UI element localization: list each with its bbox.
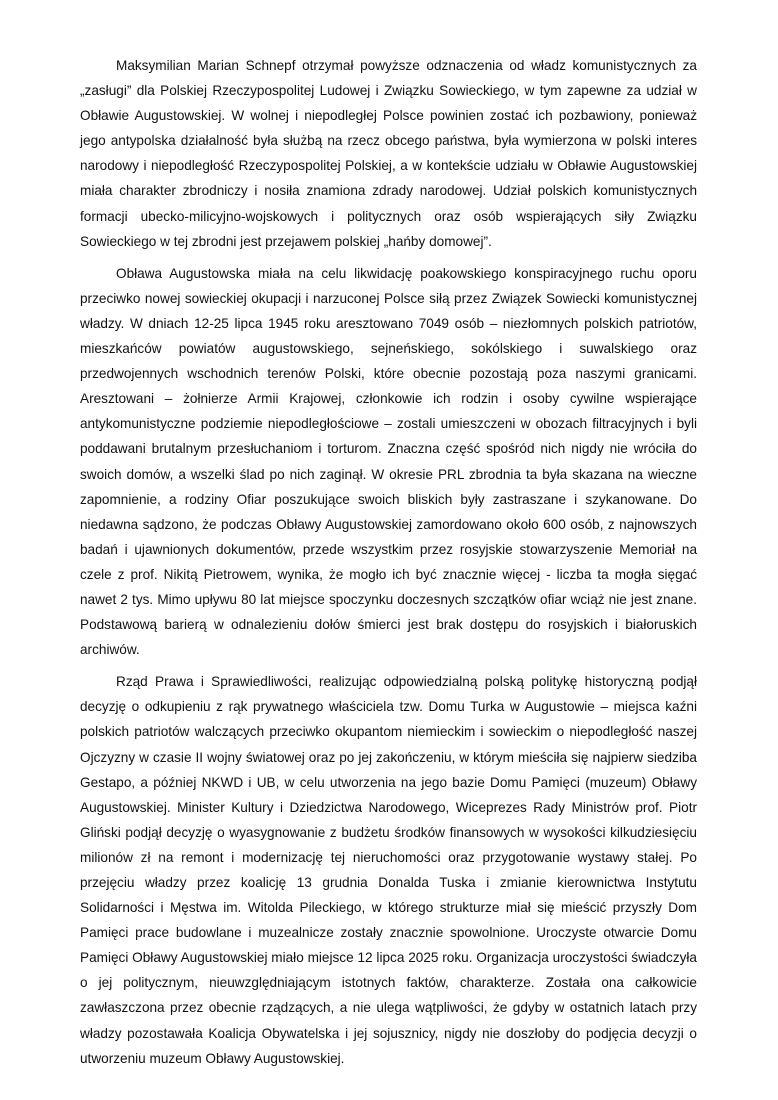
paragraph-memorial-museum: Rząd Prawa i Sprawiedliwości, realizując odpowiedzialną polską politykę historyczną podjął decyzję o odkupieniu z rąk prywatnego właściciela tzw. Domu Turka w Augustowie – miejsca kaźni polskich patriotów walczących przeciwko okupantom niemieckim i sowieckim o niepodległość naszej Ojczyzny w czasie II wojny światowej oraz po jej zakończeniu, w którym mieściła się najpierw siedziba Gestapo, a później NKWD i UB, w celu utworzenia na jego bazie Domu Pamięci (muzeum) Obławy Augustowskiej. Minister Kultury i Dziedzictwa Narodowego, Wiceprezes Rady Ministrów prof. Piotr Gliński podjął decyzję o wyasygnowanie z budżetu środków finansowych w wysokości kilkudziesięciu milionów zł na remont i modernizację tej nieruchomości oraz przygotowanie wystawy stałej. Po przejęciu władzy przez koalicję 13 grudnia Donalda Tuska i zmianie kierownictwa Instytutu Solidarności i Męstwa im. Witolda Pileckiego, w którego strukturze miał się mieścić przyszły Dom Pamięci prace budowlane i muzealnicze zostały znacznie spowolnione. Uroczyste otwarcie Domu Pamięci Obławy Augustowskiej miało miejsce 12 lipca 2025 roku. Organizacja uroczystości świadczyła o jej politycznym, nieuwzględniającym istotnych faktów, charakterze. Została ona całkowicie zawłaszczona przez obecnie rządzących, a nie ulega wątpliwości, że gdyby w ostatnich latach przy władzy pozostawała Koalicja Obywatelska i jej sojusznicy, nigdy nie doszłoby do podjęcia decyzji o utworzeniu muzeum Obławy Augustowskiej.	[80, 674, 697, 1066]
document-page	[80, 53, 697, 1078]
paragraph-schnepf-decorations: Maksymilian Marian Schnepf otrzymał powyższe odznaczenia od władz komunistycznych za „zasługi” dla Polskiej Rzeczypospolitej Ludowej i Związku Sowieckiego, w tym zapewne za udział w Obławie Augustowskiej. W wolnej i niepodległej Polsce powinien zostać ich pozbawiony, ponieważ jego antypolska działalność była służbą na rzecz obcego państwa, była wymierzona w polski interes narodowy i niepodległość Rzeczypospolitej Polskiej, a w kontekście udziału w Obławie Augustowskiej miała charakter zbrodniczy i nosiła znamiona zdrady narodowej. Udział polskich komunistycznych formacji ubecko-milicyjno-wojskowych i politycznych oraz osób wspierających siły Związku Sowieckiego w tej zbrodni jest przejawem polskiej „hańby domowej”.	[80, 58, 697, 249]
paragraph-augustow-roundup: Obława Augustowska miała na celu likwidację poakowskiego konspiracyjnego ruchu oporu przeciwko nowej sowieckiej okupacji i narzuconej Polsce siłą przez Związek Sowiecki komunistycznej władzy. W dniach 12-25 lipca 1945 roku aresztowano 7049 osób – niezłomnych polskich patriotów, mieszkańców powiatów augustowskiego, sejneńskiego, sokólskiego i suwalskiego oraz przedwojennych wschodnich terenów Polski, które obecnie pozostają poza naszymi granicami. Aresztowani – żołnierze Armii Krajowej, członkowie ich rodzin i osoby cywilne wspierające antykomunistyczne podziemie niepodległościowe – zostali umieszczeni w obozach filtracyjnych i byli poddawani brutalnym przesłuchaniom i torturom. Znaczna część spośród nich nigdy nie wróciła do swoich domów, a wszelki ślad po nich zaginął. W okresie PRL zbrodnia ta była skazana na wieczne zapomnienie, a rodziny Ofiar poszukujące swoich bliskich były zastraszane i szykanowane. Do niedawna sądzono, że podczas Obławy Augustowskiej zamordowano około 600 osób, z najnowszych badań i ujawnionych dokumentów, przede wszystkim przez rosyjskie stowarzyszenie Memoriał na czele z prof. Nikitą Pietrowem, wynika, że mogło ich być znacznie więcej - liczba ta mogła sięgać nawet 2 tys. Mimo upływu 80 lat miejsce spoczynku doczesnych szczątków ofiar wciąż nie jest znane. Podstawową barierą w odnalezieniu dołów śmierci jest brak dostępu do rosyjskich i białoruskich archiwów.	[80, 265, 697, 658]
